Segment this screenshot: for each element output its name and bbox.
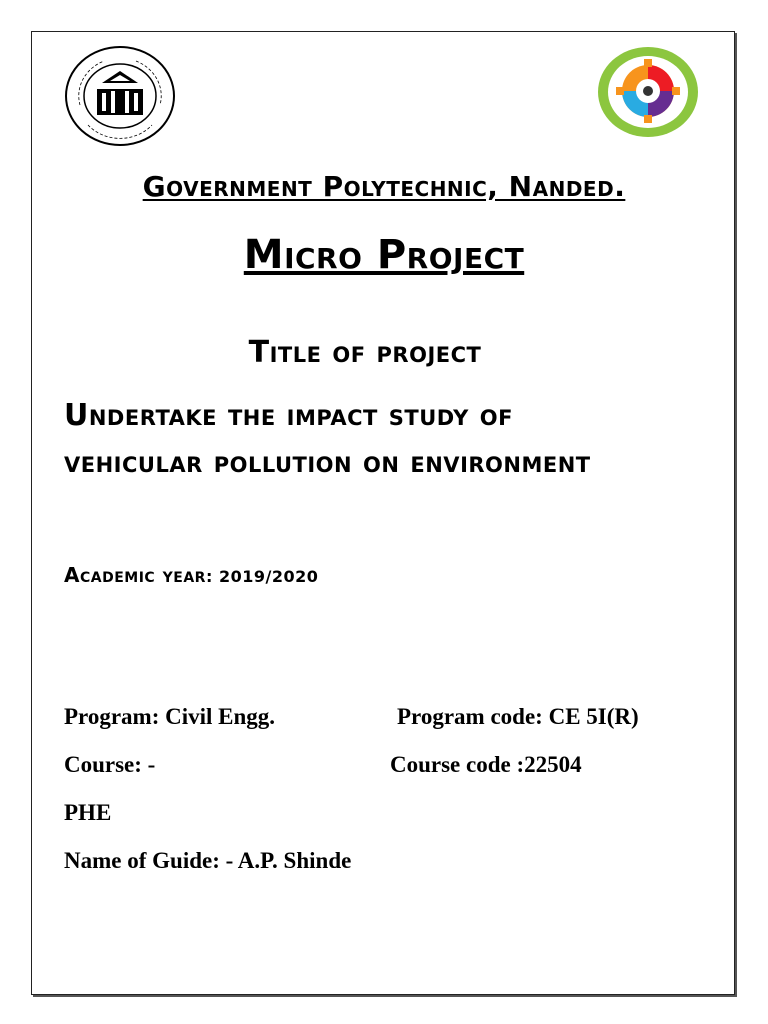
- course: Course: -: [64, 752, 156, 777]
- course-code: Course code :22504: [390, 752, 582, 777]
- project-title-line2: vehicular pollution on environment: [64, 445, 591, 480]
- academic-year: Academic year: 2019/2020: [64, 563, 319, 587]
- institute-name: Government Polytechnic, Nanded.: [142, 170, 626, 203]
- guide-name: Name of Guide: - A.P. Shinde: [64, 848, 352, 873]
- course-name: PHE: [64, 800, 112, 825]
- msbte-logo: [64, 45, 176, 147]
- program-code: Program code: CE 5I(R): [397, 704, 639, 729]
- title-label: Title of project: [248, 335, 482, 370]
- program: Program: Civil Engg.: [64, 704, 276, 729]
- polytechnic-gear-logo: [596, 45, 700, 139]
- project-title-line1: Undertake the impact study of: [64, 398, 513, 433]
- document-heading: Micro Project: [243, 232, 525, 278]
